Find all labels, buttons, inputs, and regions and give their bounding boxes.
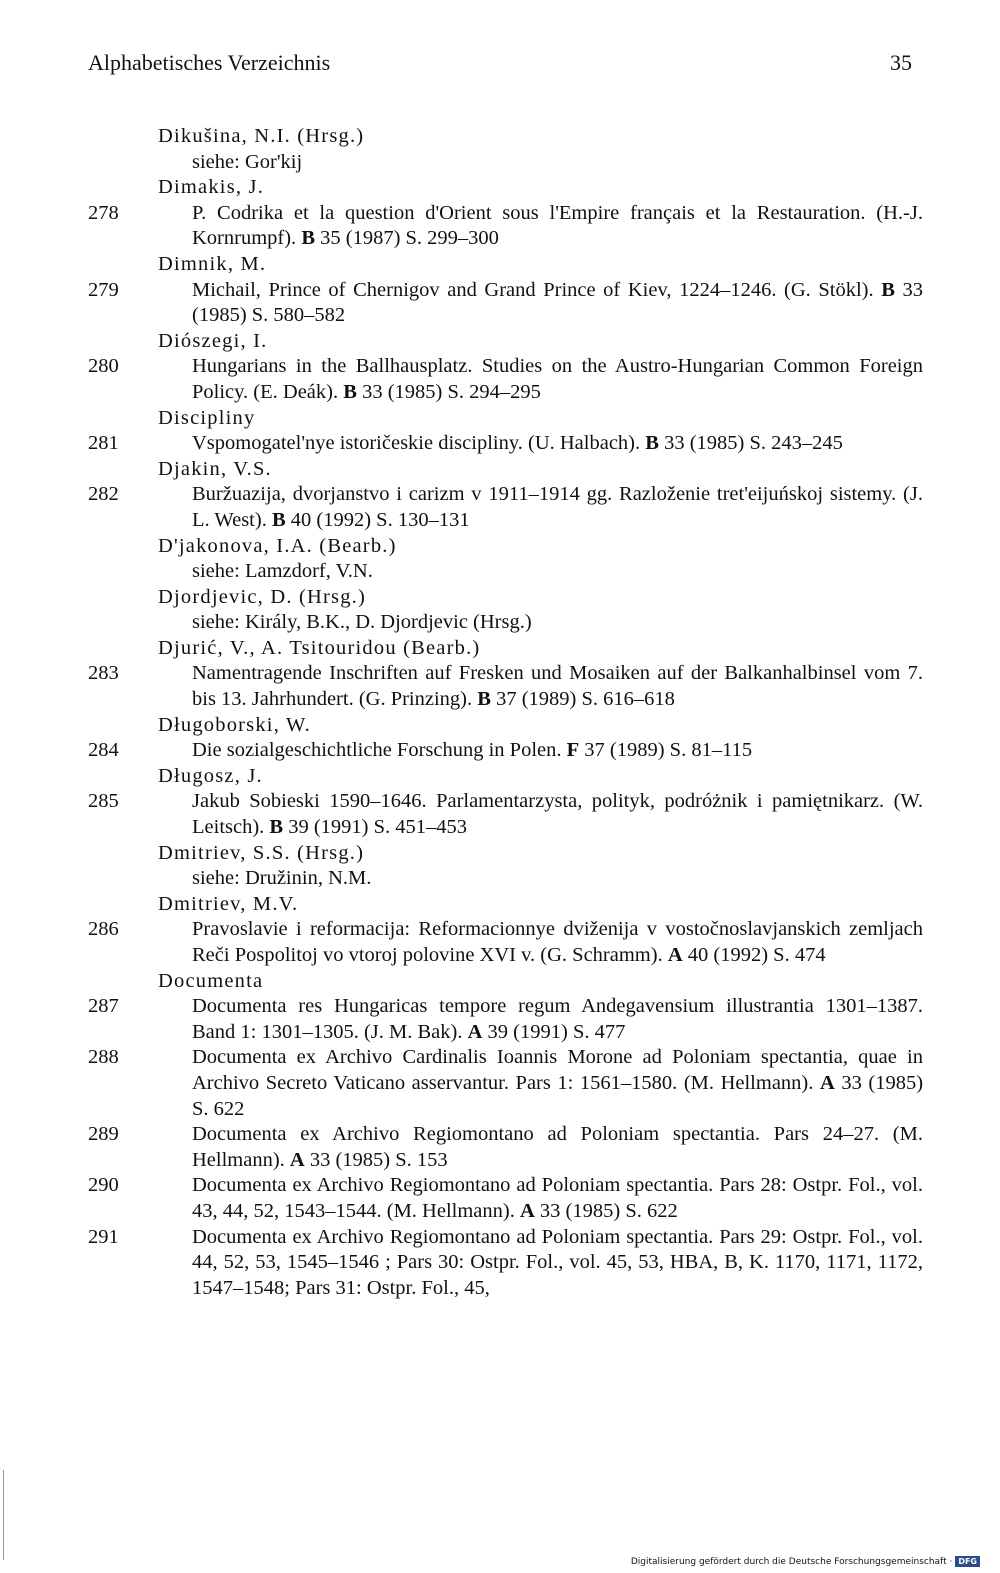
entry-number: 284: [88, 739, 119, 762]
journal-reference: 37 (1989) S. 616–618: [496, 688, 675, 711]
footer-text: Digitalisierung gefördert durch die Deutsche Forschungsgemeinschaft ·: [630, 1556, 953, 1567]
entry-number: 278: [88, 201, 119, 224]
author-heading: Dmitriev, M.V.: [158, 892, 299, 915]
page-header: [88, 50, 912, 84]
entry-text: Die sozialgeschichtliche Forschung in Polen.: [192, 739, 562, 762]
journal-code: F: [566, 739, 580, 762]
entry-number: 281: [88, 432, 119, 455]
bibliography-entry: [88, 1122, 923, 1173]
journal-reference: 39 (1991) S. 477: [487, 1020, 626, 1043]
journal-reference: 33 (1985) S. 243–245: [664, 432, 843, 455]
entry-text: Documenta ex Archivo Regiomontano ad Poloniam spectantia. Pars 24–27. (M. Hellmann).: [192, 1123, 923, 1171]
entry-text: Documenta ex Archivo Regiomontano ad Poloniam spectantia. Pars 29: Ostpr. Fol., vol. 44, 52, 53, 1545–1546 ; Pars 30: Ostpr. Fol., vol. 45, 53, HBA, B, K. 1170, 1171, 1172, 1547–1548; Pars 31: Ostpr. Fol., 45,: [192, 1225, 923, 1299]
entry-text: Documenta ex Archivo Cardinalis Ioannis Morone ad Poloniam spectantia, quae in Archivo Secreto Vaticano asservantur. Pars 1: 1561–1580. (M. Hellmann).: [192, 1046, 923, 1094]
journal-reference: 33 (1985) S. 153: [309, 1148, 448, 1171]
entry-number: 290: [88, 1174, 119, 1197]
journal-code: B: [301, 227, 315, 250]
entry-text: Jakub Sobieski 1590–1646. Parlamentarzysta, polityk, podróżnik i pamiętnikarz. (W. Leitsch).: [192, 790, 923, 839]
entry-number: 279: [88, 278, 119, 301]
author-heading: Dimnik, M.: [158, 252, 267, 275]
author-heading: Dikušina, N.I. (Hrsg.): [158, 125, 365, 147]
see-reference: siehe: Družinin, N.M.: [192, 867, 372, 890]
journal-reference: 33 (1985) S. 622: [539, 1199, 678, 1222]
author-heading: Długosz, J.: [158, 764, 263, 787]
journal-reference: 37 (1989) S. 81–115: [584, 739, 753, 762]
bibliography-entry: [88, 738, 923, 764]
journal-code: A: [289, 1148, 305, 1171]
author-heading: Djordjevic, D. (Hrsg.): [158, 585, 367, 608]
entry-number: 291: [88, 1225, 119, 1248]
journal-code: B: [269, 816, 284, 839]
entry-text: Buržuazija, dvorjanstvo i carizm v 1911–1914 gg. Razloženie tret'eijuńskoj sistemy. (J. L. West).: [192, 483, 923, 531]
journal-reference: 40 (1992) S. 130–131: [290, 508, 470, 531]
entry-text: Documenta ex Archivo Regiomontano ad Poloniam spectantia. Pars 28: Ostpr. Fol., vol. 43, 44, 52, 1543–1544. (M. Hellmann).: [192, 1174, 923, 1222]
entry-text: Hungarians in the Ballhausplatz. Studies on the Austro-Hungarian Common Foreign Policy. (E. Deák).: [192, 355, 923, 403]
dfg-logo: DFG: [955, 1556, 980, 1567]
journal-code: A: [819, 1071, 835, 1094]
entry-number: 286: [88, 918, 119, 941]
bibliography-entry: [88, 482, 923, 533]
journal-reference: 39 (1991) S. 451–453: [288, 816, 468, 839]
entry-text: Pravoslavie i reformacija: Reformacionnye dviženija v vostočnoslavjanskich zemljach Reči Pospolitoj vo vtoroj polovine XVI v. (G. Schramm).: [192, 918, 923, 966]
journal-code: B: [645, 432, 659, 455]
scan-margin-mark: [3, 1470, 4, 1560]
entry-number: 287: [88, 995, 119, 1018]
bibliography-entry: [88, 994, 923, 1045]
bibliography-entry: [88, 278, 923, 329]
entry-number: 282: [88, 483, 119, 506]
running-title: Alphabetisches Verzeichnis: [88, 50, 331, 75]
journal-code: B: [477, 688, 491, 711]
journal-reference: 33 (1985) S. 622: [192, 1071, 924, 1120]
author-heading: Dimakis, J.: [158, 176, 265, 199]
entry-number: 289: [88, 1123, 119, 1146]
journal-reference: 40 (1992) S. 474: [687, 944, 826, 966]
journal-code: B: [881, 278, 895, 301]
author-heading: Długoborski, W.: [158, 713, 311, 736]
journal-code: B: [271, 508, 286, 531]
entry-number: 280: [88, 355, 119, 378]
bibliography-entry: [88, 201, 923, 252]
see-reference: siehe: Király, B.K., D. Djordjevic (Hrsg.): [192, 611, 532, 634]
entry-text: P. Codrika et la question d'Orient sous l'Empire français et la Restauration. (H.-J. Kornrumpf).: [192, 201, 923, 250]
journal-reference: 33 (1985) S. 294–295: [362, 380, 541, 403]
author-heading: Diószegi, I.: [158, 329, 268, 352]
author-heading: Dmitriev, S.S. (Hrsg.): [158, 841, 365, 864]
see-reference: siehe: Lamzdorf, V.N.: [192, 560, 373, 583]
journal-code: A: [667, 944, 683, 966]
bibliography-entry: [88, 789, 923, 840]
bibliography-entry: [88, 354, 923, 405]
entry-text: Namentragende Inschriften auf Fresken und Mosaiken auf der Balkanhalbinsel vom 7. bis 13. Jahrhundert. (G. Prinzing).: [192, 662, 923, 711]
journal-code: A: [467, 1020, 483, 1043]
journal-code: B: [343, 380, 357, 403]
author-heading: Djakin, V.S.: [158, 457, 272, 480]
journal-reference: 35 (1987) S. 299–300: [320, 227, 499, 250]
entry-text: Michail, Prince of Chernigov and Grand Prince of Kiev, 1224–1246. (G. Stökl).: [192, 278, 874, 301]
bibliography-entry: [88, 661, 923, 712]
bibliography-entry: [88, 431, 923, 457]
entry-number: 283: [88, 662, 119, 685]
bibliography-entry: [88, 1173, 923, 1224]
journal-code: A: [519, 1199, 535, 1222]
author-heading: Discipliny: [158, 406, 256, 429]
index-entries: [88, 124, 923, 1301]
see-reference: siehe: Gor'kij: [192, 150, 303, 173]
entry-number: 288: [88, 1046, 119, 1069]
bibliography-entry: [88, 1045, 923, 1122]
entry-text: Vspomogatel'nye istoričeskie discipliny. (U. Halbach).: [192, 432, 641, 455]
journal-reference: 33 (1985) S. 580–582: [192, 278, 924, 327]
bibliography-entry: [88, 917, 923, 968]
page-number: 35: [890, 50, 912, 75]
author-heading: Documenta: [158, 969, 264, 992]
author-heading: D'jakonova, I.A. (Bearb.): [158, 534, 397, 557]
entry-number: 285: [88, 790, 119, 813]
entry-text: Documenta res Hungaricas tempore regum Andegavensium illustrantia 1301–1387. Band 1: 1301–1305. (J. M. Bak).: [192, 995, 923, 1043]
bibliography-entry: [88, 1225, 923, 1302]
digitization-footer: [631, 1556, 980, 1567]
author-heading: Djurić, V., A. Tsitouridou (Bearb.): [158, 636, 481, 659]
